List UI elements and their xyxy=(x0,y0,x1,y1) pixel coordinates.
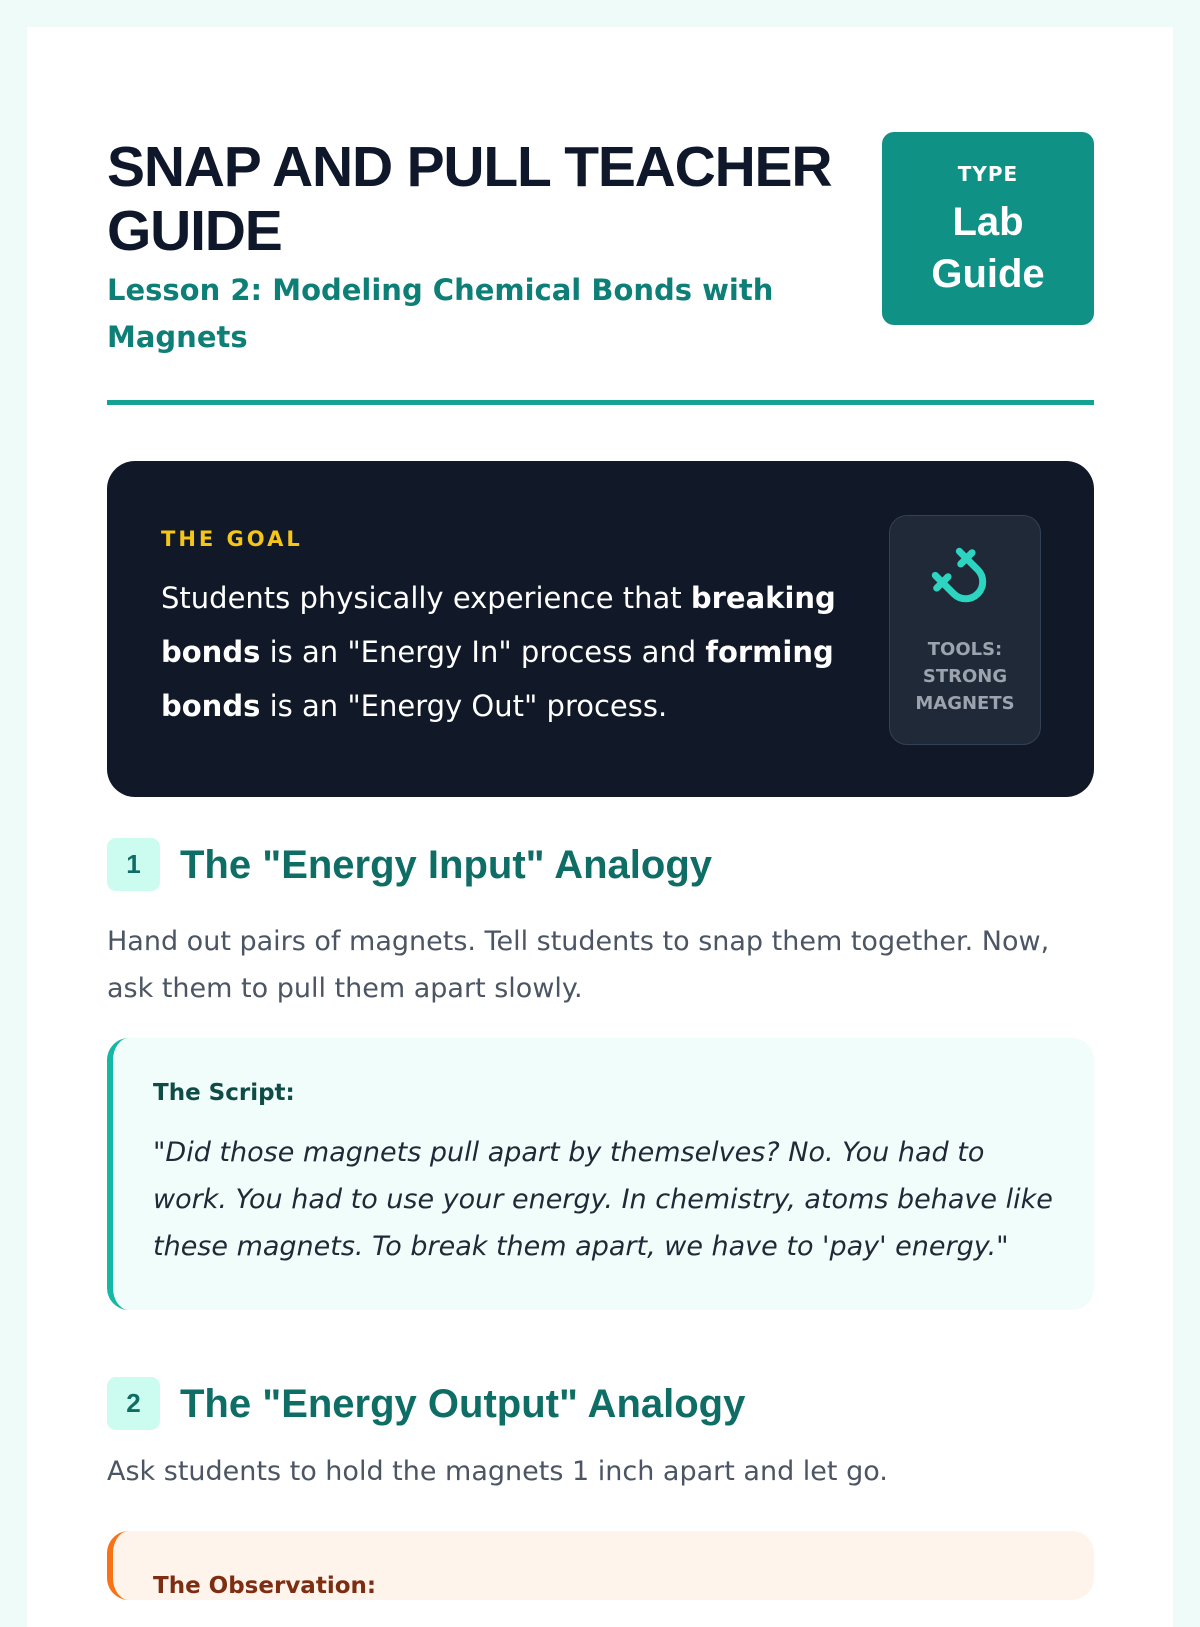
tools-label: TOOLS: STRONG MAGNETS xyxy=(915,639,1015,714)
observation-callout xyxy=(107,1531,1094,1600)
type-badge-value: Lab Guide xyxy=(931,200,1045,296)
lab-guide-page xyxy=(27,27,1173,1627)
script-callout-label: The Script: xyxy=(153,1080,295,1106)
observation-callout-label: The Observation: xyxy=(153,1573,377,1599)
tools-card xyxy=(889,515,1041,745)
goal-text-part-3: is an "Energy Out" process. xyxy=(260,689,668,723)
goal-panel xyxy=(107,461,1094,797)
goal-text xyxy=(161,571,851,733)
goal-text-part-2: is an "Energy In" process and xyxy=(260,635,706,669)
goal-bold-forming-bonds: forming bonds xyxy=(161,635,834,723)
script-callout xyxy=(107,1038,1094,1310)
script-callout-text: "Did those magnets pull apart by themselves? No. You had to work. You had to use your energy. In chemistry, atoms behave like these magnets. To break them apart, we have to 'pay' energy." xyxy=(153,1137,1053,1262)
header-divider xyxy=(107,400,1094,405)
step-1-number: 1 xyxy=(107,838,160,891)
goal-text-part-1: Students physically experience that xyxy=(161,581,691,615)
type-badge xyxy=(882,132,1094,325)
lesson-subtitle: Lesson 2: Modeling Chemical Bonds with Magnets xyxy=(107,273,774,354)
step-2-number: 2 xyxy=(107,1377,160,1430)
goal-bold-breaking-bonds: breaking bonds xyxy=(161,581,836,669)
magnet-icon xyxy=(926,542,1004,620)
step-1-text: Hand out pairs of magnets. Tell students to snap them together. Now, ask them to pull them apart slowly. xyxy=(107,926,1050,1004)
type-badge-label: TYPE xyxy=(957,162,1019,186)
step-1-title: The "Energy Input" Analogy xyxy=(180,843,713,887)
step-2-title: The "Energy Output" Analogy xyxy=(180,1382,746,1426)
page-title: SNAP AND PULL TEACHER GUIDE xyxy=(107,135,832,263)
page-header xyxy=(107,107,1094,407)
goal-label: THE GOAL xyxy=(161,527,303,551)
step-2-text: Ask students to hold the magnets 1 inch apart and let go. xyxy=(107,1456,888,1487)
